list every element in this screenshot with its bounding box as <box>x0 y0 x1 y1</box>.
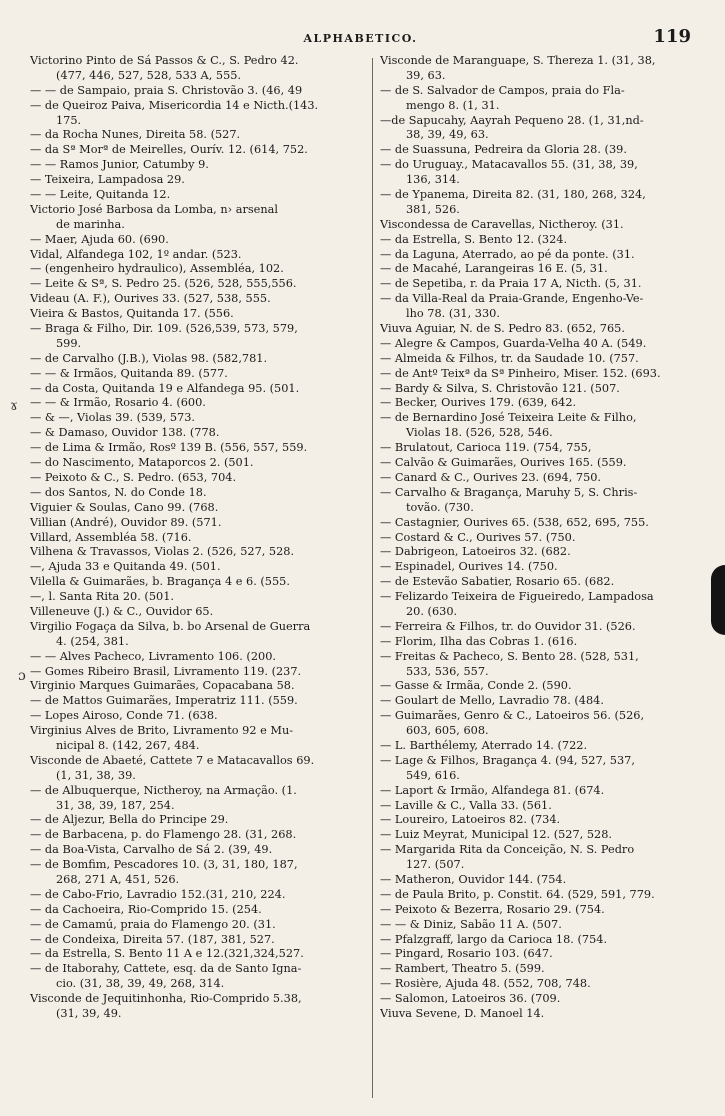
directory-entry-line: — Lopes Airoso, Conde 71. (638. <box>30 709 218 723</box>
directory-entry-line: 38, 39, 49, 63. <box>406 128 489 142</box>
directory-entry-line: Villeneuve (J.) & C., Ouvidor 65. <box>30 604 214 618</box>
directory-entry-line: (31, 39, 49. <box>56 1007 122 1020</box>
directory-entry-line: — de Cabo-Frio, Lavradio 152.(31, 210, 224. <box>30 887 286 901</box>
directory-entry-line: — de Aljezur, Bella do Principe 29. <box>30 813 229 827</box>
directory-entry-line: — da Estrella, S. Bento 11 A e 12.(321,324,527. <box>30 947 304 961</box>
directory-entry-line: Visconde de Abaeté, Cattete 7 e Matacavallos 69. <box>30 753 315 767</box>
directory-entry-line: — Margarida Rita da Conceição, N. S. Pedro <box>380 843 635 857</box>
directory-entry-line: — Laville & C., Valla 33. (561. <box>380 798 552 812</box>
directory-entry-line: — da Laguna, Aterrado, ao pé da ponte. (31. <box>380 247 635 261</box>
directory-entry-line: Vieira & Bastos, Quitanda 17. (556. <box>30 307 234 321</box>
directory-entry-line: 381, 526. <box>406 202 460 216</box>
directory-entry-line: — Braga & Filho, Dir. 109. (526,539, 573, 579, <box>30 322 298 336</box>
directory-entry-line: — de S. Salvador de Campos, praia do Fla- <box>380 83 625 97</box>
directory-entry-line: Vidal, Alfandega 102, 1º andar. (523. <box>30 247 242 261</box>
directory-entry-line: — — de Sampaio, praia S. Christovão 3. (46, 49 <box>30 83 303 97</box>
directory-entry-line: nicipal 8. (142, 267, 484. <box>56 738 200 752</box>
directory-entry-line: Victorio José Barbosa da Lomba, n› arsenal <box>30 202 278 216</box>
directory-entry-line: — Brulatout, Carioca 119. (754, 755, <box>380 441 592 455</box>
directory-entry-line: — Gomes Ribeiro Brasil, Livramento 119. (237. <box>30 664 302 678</box>
directory-entry-line: — Peixoto & Bezerra, Rosario 29. (754. <box>380 902 605 916</box>
directory-entry-line: — de Estevão Sabatier, Rosario 65. (682. <box>380 575 615 589</box>
directory-entry-line: — Teixeira, Lampadosa 29. <box>30 173 185 187</box>
directory-entry-line: — de Carvalho (J.B.), Violas 98. (582,781. <box>30 351 268 365</box>
right-column <box>380 54 698 1022</box>
directory-entry-line: — de Queiroz Paiva, Misericordia 14 e Nicth.(143. <box>30 98 319 112</box>
directory-entry-line: Visconde de Maranguape, S. Thereza 1. (31, 38, <box>380 54 656 67</box>
directory-entry-line: Virginius Alves de Brito, Livramento 92 e Mu- <box>30 724 294 738</box>
directory-entry-line: —de Sapucahy, Aayrah Pequeno 28. (1, 31,nd- <box>380 113 644 127</box>
directory-entry-line: Vilhena & Travassos, Violas 2. (526, 527, 528. <box>30 545 295 559</box>
directory-entry-line: — Castagnier, Ourives 65. (538, 652, 695, 755. <box>380 515 649 529</box>
directory-entry-line: 31, 38, 39, 187, 254. <box>56 798 175 812</box>
directory-entry-line: — Rosière, Ajuda 48. (552, 708, 748. <box>380 977 591 991</box>
directory-entry-line: — — & Diniz, Sabão 11 A. (507. <box>380 917 562 931</box>
directory-entry-line: Viguier & Soulas, Cano 99. (768. <box>30 500 219 514</box>
directory-entry-line: — de Bernardino José Teixeira Leite & Filho, <box>380 411 637 425</box>
directory-entry-line: — Rambert, Theatro 5. (599. <box>380 962 545 976</box>
directory-entry-line: 39, 63. <box>406 68 446 82</box>
directory-entry-line: Viuva Aguiar, N. de S. Pedro 83. (652, 765. <box>380 322 625 336</box>
directory-entry-line: —, Ajuda 33 e Quitanda 49. (501. <box>30 560 221 574</box>
directory-entry-line: — de Mattos Guimarães, Imperatriz 111. (559. <box>30 694 298 708</box>
directory-entry-line: — Dabrigeon, Latoeiros 32. (682. <box>380 545 571 559</box>
directory-entry-line: 4. (254, 381. <box>56 634 129 648</box>
directory-entry-line: — — & Irmão, Rosario 4. (600. <box>30 396 206 410</box>
directory-entry-line: Viscondessa de Caravellas, Nictheroy. (31. <box>380 217 624 231</box>
page-title: ALPHABETICO. <box>303 32 418 45</box>
directory-entry-line: — & —, Violas 39. (539, 573. <box>30 411 195 425</box>
directory-entry-line: Viuva Sevene, D. Manoel 14. <box>380 1007 545 1020</box>
directory-entry-line: — Almeida & Filhos, tr. da Saudade 10. (757. <box>380 351 639 365</box>
directory-entry-line: — (engenheiro hydraulico), Assembléa, 102. <box>30 262 284 276</box>
directory-entry-line: Victorino Pinto de Sá Passos & C., S. Pedro 42. <box>30 54 299 67</box>
directory-entry-line: 127. (507. <box>406 858 465 872</box>
directory-entry-line: — Felizardo Teixeira de Figueiredo, Lampadosa <box>380 590 654 604</box>
directory-entry-line: — da Boa-Vista, Carvalho de Sá 2. (39, 49. <box>30 843 273 857</box>
directory-entry-line: — de Lima & Irmão, Rosº 139 B. (556, 557, 559. <box>30 441 308 455</box>
directory-entry-line: — dos Santos, N. do Conde 18. <box>30 485 207 499</box>
directory-entry-line: Vilella & Guimarães, b. Bragança 4 e 6. (555. <box>30 575 290 589</box>
directory-entry-line: — de Macahé, Larangeiras 16 E. (5, 31. <box>380 262 608 276</box>
directory-entry-line: — Guimarães, Genro & C., Latoeiros 56. (526, <box>380 709 645 723</box>
directory-entry-line: — Matheron, Ouvidor 144. (754. <box>380 872 567 886</box>
page-number: 119 <box>653 26 691 47</box>
directory-entry-line: — do Nascimento, Mataporcos 2. (501. <box>30 456 254 470</box>
directory-entry-line: — da Sª Morª de Meirelles, Ourív. 12. (614, 752. <box>30 143 308 157</box>
directory-entry-line: — Peixoto & C., S. Pedro. (653, 704. <box>30 470 237 484</box>
directory-entry-line: — da Rocha Nunes, Direita 58. (527. <box>30 128 241 142</box>
directory-entry-line: — da Costa, Quitanda 19 e Alfandega 95. (501. <box>30 381 300 395</box>
directory-entry-line: — & Damaso, Ouvidor 138. (778. <box>30 426 220 440</box>
directory-entry-line: — Gasse & Irmãa, Conde 2. (590. <box>380 679 572 693</box>
directory-entry-line: — Freitas & Pacheco, S. Bento 28. (528, 531, <box>380 649 639 663</box>
directory-entry-line: — Maer, Ajuda 60. (690. <box>30 232 169 246</box>
directory-entry-line: — Ferreira & Filhos, tr. do Ouvidor 31. (526. <box>380 619 636 633</box>
directory-entry-line: — de Albuquerque, Nictheroy, na Armação. (1. <box>30 783 297 797</box>
directory-entry-line: — Pfalzgraff, largo da Carioca 18. (754. <box>380 932 608 946</box>
page-header <box>30 26 691 48</box>
directory-entry-line: Virginio Marques Guimarães, Copacabana 58. <box>30 679 295 693</box>
directory-entry-line: — — Leite, Quitanda 12. <box>30 188 171 202</box>
directory-entry-line: — Salomon, Latoeiros 36. (709. <box>380 992 561 1006</box>
directory-entry-line: — Florim, Ilha das Cobras 1. (616. <box>380 634 578 648</box>
directory-entry-line: — Luiz Meyrat, Municipal 12. (527, 528. <box>380 828 613 842</box>
directory-entry-line: — Pingard, Rosario 103. (647. <box>380 947 553 961</box>
directory-entry-line: — de Bomfim, Pescadores 10. (3, 31, 180, 187, <box>30 858 298 872</box>
directory-entry-line: — de Itaborahy, Cattete, esq. da de Santo Igna- <box>30 962 302 976</box>
directory-entry-line: Virgilio Fogaça da Silva, b. bo Arsenal de Guerra <box>30 619 311 633</box>
directory-entry-line: 533, 536, 557. <box>406 664 489 678</box>
directory-entry-line: — Lage & Filhos, Bragança 4. (94, 527, 537, <box>380 753 635 767</box>
directory-entry-line: — de Camamú, praia do Flamengo 20. (31. <box>30 917 276 931</box>
directory-entry-line: — de Antº Teixª da Sª Pinheiro, Miser. 152. (693. <box>380 366 661 380</box>
left-column <box>30 54 366 1022</box>
margin-mark: ɔ <box>18 668 26 684</box>
directory-entry-line: 268, 271 A, 451, 526. <box>56 872 180 886</box>
page-edge-blot <box>711 565 725 635</box>
directory-entry-line: 20. (630. <box>406 604 458 618</box>
directory-entry-line: — — Alves Pacheco, Livramento 106. (200. <box>30 649 276 663</box>
directory-entry-line: Villian (André), Ouvidor 89. (571. <box>30 515 222 529</box>
directory-entry-line: — da Estrella, S. Bento 12. (324. <box>380 232 568 246</box>
directory-entry-line: — Calvão & Guimarães, Ourives 165. (559. <box>380 456 627 470</box>
directory-entry-line: — Loureiro, Latoeiros 82. (734. <box>380 813 561 827</box>
directory-entry-line: — da Villa-Real da Praia-Grande, Engenho-Ve- <box>380 292 644 306</box>
directory-entry-line: Violas 18. (526, 528, 546. <box>406 426 553 440</box>
directory-entry-line: — Bardy & Silva, S. Christovão 121. (507. <box>380 381 620 395</box>
directory-entry-line: — do Uruguay., Matacavallos 55. (31, 38, 39, <box>380 158 638 172</box>
directory-entry-line: Villard, Assembléa 58. (716. <box>30 530 192 544</box>
directory-entry-line: — Espinadel, Ourives 14. (750. <box>380 560 558 574</box>
directory-entry-line: — Leite & Sª, S. Pedro 25. (526, 528, 555,556. <box>30 277 297 291</box>
column-divider <box>372 58 373 1098</box>
directory-entry-line: (1, 31, 38, 39. <box>56 768 136 782</box>
directory-entry-line: —, l. Santa Rita 20. (501. <box>30 590 174 604</box>
directory-entry-line: — de Sepetiba, r. da Praia 17 A, Nicth. (5, 31. <box>380 277 642 291</box>
directory-entry-line: — Costard & C., Ourives 57. (750. <box>380 530 576 544</box>
directory-entry-line: — — Ramos Junior, Catumby 9. <box>30 158 209 172</box>
directory-entry-line: lho 78. (31, 330. <box>406 307 500 321</box>
directory-entry-line: — de Paula Brito, p. Constit. 64. (529, 591, 779. <box>380 887 655 901</box>
margin-mark: ɤ <box>10 398 18 414</box>
directory-entry-line: — de Condeixa, Direita 57. (187, 381, 527. <box>30 932 275 946</box>
directory-entry-line: 175. <box>56 113 82 127</box>
directory-entry-line: — Canard & C., Ourives 23. (694, 750. <box>380 470 602 484</box>
directory-entry-line: — Carvalho & Bragança, Maruhy 5, S. Chris- <box>380 485 638 499</box>
directory-entry-line: Videau (A. F.), Ourives 33. (527, 538, 555. <box>30 292 271 306</box>
directory-entry-line: — — & Irmãos, Quitanda 89. (577. <box>30 366 228 380</box>
directory-entry-line: — de Suassuna, Pedreira da Gloria 28. (39. <box>380 143 627 157</box>
directory-entry-line: — L. Barthélemy, Aterrado 14. (722. <box>380 738 588 752</box>
directory-entry-line: 136, 314. <box>406 173 460 187</box>
directory-entry-line: tovão. (730. <box>406 500 474 514</box>
directory-entry-line: cio. (31, 38, 39, 49, 268, 314. <box>56 977 225 991</box>
directory-entry-line: — Goulart de Mello, Lavradio 78. (484. <box>380 694 604 708</box>
directory-entry-line: 603, 605, 608. <box>406 724 489 738</box>
directory-entry-line: — Laport & Irmão, Alfandega 81. (674. <box>380 783 605 797</box>
directory-entry-line: — de Ypanema, Direita 82. (31, 180, 268, 324, <box>380 188 646 202</box>
directory-entry-line: 599. <box>56 336 82 350</box>
directory-entry-line: — Alegre & Campos, Guarda-Velha 40 A. (549. <box>380 336 647 350</box>
directory-entry-line: — Becker, Ourives 179. (639, 642. <box>380 396 577 410</box>
directory-entry-line: 549, 616. <box>406 768 460 782</box>
directory-entry-line: Visconde de Jequitinhonha, Rio-Comprido 5.38, <box>30 992 302 1006</box>
directory-entry-line: — da Cachoeira, Rio-Comprido 15. (254. <box>30 902 262 916</box>
directory-entry-line: — de Barbacena, p. do Flamengo 28. (31, 268. <box>30 828 297 842</box>
directory-entry-line: (477, 446, 527, 528, 533 A, 555. <box>56 68 242 82</box>
directory-entry-line: de marinha. <box>56 217 125 231</box>
directory-entry-line: mengo 8. (1, 31. <box>406 98 500 112</box>
